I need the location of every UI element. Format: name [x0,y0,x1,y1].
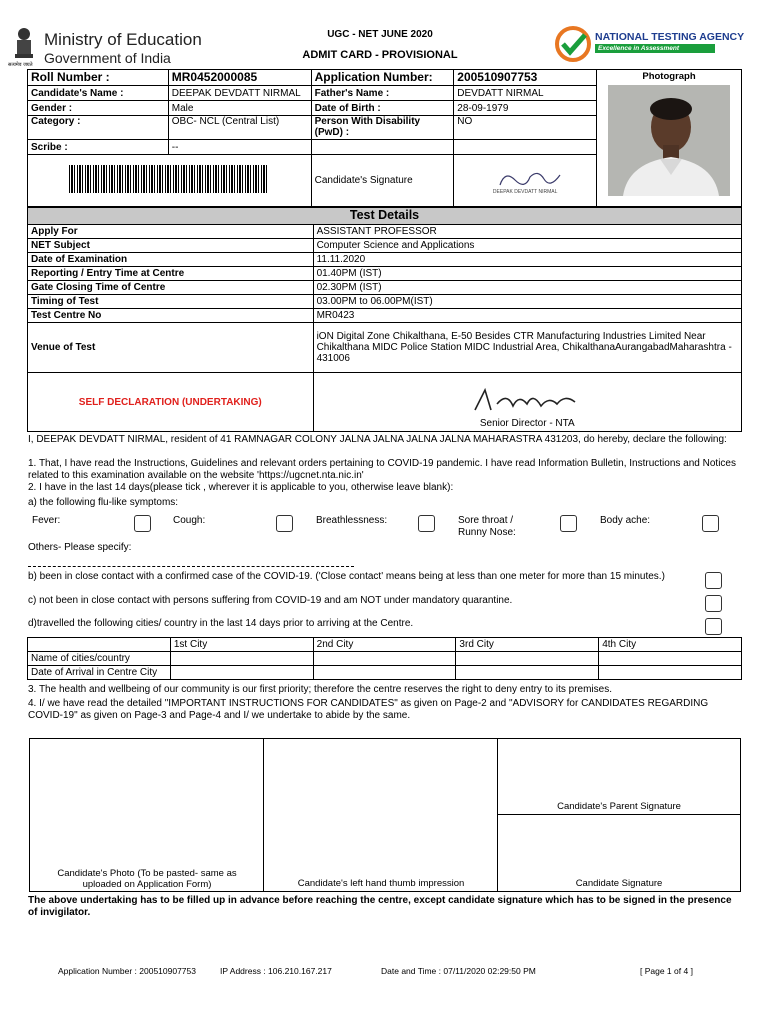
app-value: 200510907753 [454,70,597,86]
arrival-date-cell[interactable] [456,666,599,680]
nta-name: NATIONAL TESTING AGENCY [595,31,745,43]
cough-checkbox[interactable] [276,515,293,532]
city-header: 4th City [599,638,742,652]
test-table [27,207,742,432]
others-line[interactable] [28,566,354,567]
declaration-p3: 3. The health and wellbeing of our community is our first priority; therefore the centre reserves the right to deny entry to its premises. [28,684,612,695]
app-label: Application Number: [311,70,454,86]
test-heading: Test Details [28,208,742,225]
thumb-box[interactable] [264,739,498,891]
declaration-p2b: b) been in close contact with a confirmed case of the COVID-19. ('Close contact' means being at less than one meter for more than 15 minutes.) [28,571,665,582]
name-label: Candidate's Name : [28,86,169,101]
barcode-icon [69,165,269,193]
test-row-label: NET Subject [28,239,314,253]
travelled-checkbox[interactable] [705,618,722,635]
arrival-date-cell[interactable] [599,666,742,680]
body-ache-checkbox[interactable] [702,515,719,532]
declaration-p2: 2. I have in the last 14 days(please tick , wherever it is applicable to you, otherwise leave blank): [28,482,454,493]
symptom-sore-throat-label: Sore throat / Runny Nose: [458,515,516,538]
photo-cell [597,70,742,207]
test-row-label: Reporting / Entry Time at Centre [28,267,314,281]
gender-value: Male [168,101,311,116]
name-value: DEEPAK DEVDATT NIRMAL [168,86,311,101]
sore-throat-checkbox[interactable] [560,515,577,532]
emblem-caption: सत्यमेव जयते [8,62,33,68]
symptom-breathlessness-label: Breathlessness: [316,515,388,526]
footer-datetime: Date and Time : 07/11/2020 02:29:50 PM [381,966,536,976]
director-cell [313,373,741,432]
photo-box[interactable] [30,739,264,891]
declaration-p1: 1. That, I have read the Instructions, Guidelines and relevant orders pertaining to COVID-19 pandemic. I have read Information Bulletin, Instructions and Notices related to this examination available on the website 'https://ugcnet.nta.nic.in' [28,458,736,481]
test-row-label: Date of Examination [28,253,314,267]
city-name-cell[interactable] [456,652,599,666]
category-value: OBC- NCL (Central List) [168,116,311,140]
pwd-value: NO [454,116,597,140]
gender-label: Gender : [28,101,169,116]
dob-label: Date of Birth : [311,101,454,116]
symptom-fever-label: Fever: [32,515,61,526]
roll-value: MR0452000085 [168,70,311,86]
symptom-body-ache-label: Body ache: [600,515,651,526]
symptom-cough-label: Cough: [173,515,206,526]
nta-tagline: Excellence in Assessment [595,44,715,53]
test-row-label: Apply For [28,225,314,239]
city-row-label: Name of cities/country [28,652,171,666]
ministry-title: Ministry of Education [44,30,202,49]
venue-value: iON Digital Zone Chikalthana, E-50 Besides CTR Manufacturing Industries Limited Near Chikalthana MIDC Police Station MIDC Industrial Area, ChikalthanaAurangabadMaharashtra - 431006 [313,323,741,373]
category-label: Category : [28,116,169,140]
photo-box-label: Candidate's Photo (To be pasted- same as uploaded on Application Form) [57,868,237,890]
candidate-signature-box-label: Candidate Signature [575,878,663,889]
test-row-value: 01.40PM (IST) [313,267,741,281]
test-row-value: 03.00PM to 06.00PM(IST) [313,295,741,309]
signature-caption: DEEPAK DEVDATT NIRMAL [492,189,558,196]
city-header: 2nd City [313,638,456,652]
city-header: 3rd City [456,638,599,652]
declaration-intro: I, DEEPAK DEVDATT NIRMAL, resident of 41 RAMNAGAR COLONY JALNA JALNA JALNA JALNA MAHARASTRA 431203, do hereby, declare the following: [28,434,727,445]
declaration-p2a: a) the following flu-like symptoms: [28,497,179,508]
signature-box [29,738,741,892]
exam-title: UGC - NET JUNE 2020 [327,29,433,40]
close-contact-checkbox[interactable] [705,572,722,589]
test-row-label: Gate Closing Time of Centre [28,281,314,295]
declaration-p4: 4. I/ we have read the detailed "IMPORTANT INSTRUCTIONS FOR CANDIDATES" as given on Page-2 and "ADVISORY for CANDIDATES REGARDING COVID-19" as given on Page-3 and Page-4 and I/ we undertake to abide by the same. [28,698,709,721]
scribe-label: Scribe : [28,140,169,155]
no-contact-checkbox[interactable] [705,595,722,612]
test-row-value: 02.30PM (IST) [313,281,741,295]
fever-checkbox[interactable] [134,515,151,532]
emblem-icon [12,26,36,62]
parent-signature-label: Candidate's Parent Signature [557,801,681,812]
venue-label: Venue of Test [28,323,314,373]
arrival-date-cell[interactable] [313,666,456,680]
footer-page: [ Page 1 of 4 ] [640,966,693,976]
signature-label: Candidate's Signature [311,155,454,207]
breathlessness-checkbox[interactable] [418,515,435,532]
parent-signature-box[interactable] [498,739,740,815]
father-value: DEVDATT NIRMAL [454,86,597,101]
candidate-table [27,69,742,207]
arrival-date-cell[interactable] [170,666,313,680]
ministry-subtitle: Government of India [44,50,171,66]
city-row-label: Date of Arrival in Centre City [28,666,171,680]
signature-cell [454,155,597,207]
city-name-cell[interactable] [313,652,456,666]
roll-label: Roll Number : [28,70,169,86]
declaration-p2c: c) not been in close contact with persons suffering from COVID-19 and am NOT under mandatory quarantine. [28,595,513,606]
photo-label: Photograph [642,71,696,82]
city-name-cell[interactable] [599,652,742,666]
candidate-photo [608,85,730,196]
doc-title: ADMIT CARD - PROVISIONAL [302,49,458,61]
nta-logo-icon [555,26,591,62]
test-row-label: Timing of Test [28,295,314,309]
test-row-value: Computer Science and Applications [313,239,741,253]
self-declaration-heading: SELF DECLARATION (UNDERTAKING) [28,373,314,432]
thumb-box-label: Candidate's left hand thumb impression [297,878,465,889]
candidate-signature-box[interactable] [498,815,740,891]
test-row-label: Test Centre No [28,309,314,323]
declaration-p2d: d)travelled the following cities/ country in the last 14 days prior to arriving at the Centre. [28,618,414,629]
test-row-value: ASSISTANT PROFESSOR [313,225,741,239]
test-row-value: MR0423 [313,309,741,323]
director-signature-icon [467,384,587,418]
city-name-cell[interactable] [170,652,313,666]
father-label: Father's Name : [311,86,454,101]
director-label: Senior Director - NTA [479,418,575,429]
undertaking-note: The above undertaking has to be filled up in advance before reaching the centre, except candidate signature which has to be signed in the presence of invigilator. [28,895,732,918]
city-header: 1st City [170,638,313,652]
scribe-value: -- [168,140,311,155]
others-label: Others- Please specify: [28,542,132,553]
footer-app-number: Application Number : 200510907753 [58,966,196,976]
city-table [27,637,742,680]
pwd-label: Person With Disability (PwD) : [311,116,454,140]
barcode-cell [28,155,312,207]
test-row-value: 11.11.2020 [313,253,741,267]
footer-ip: IP Address : 106.210.167.217 [220,966,332,976]
dob-value: 28-09-1979 [454,101,597,116]
